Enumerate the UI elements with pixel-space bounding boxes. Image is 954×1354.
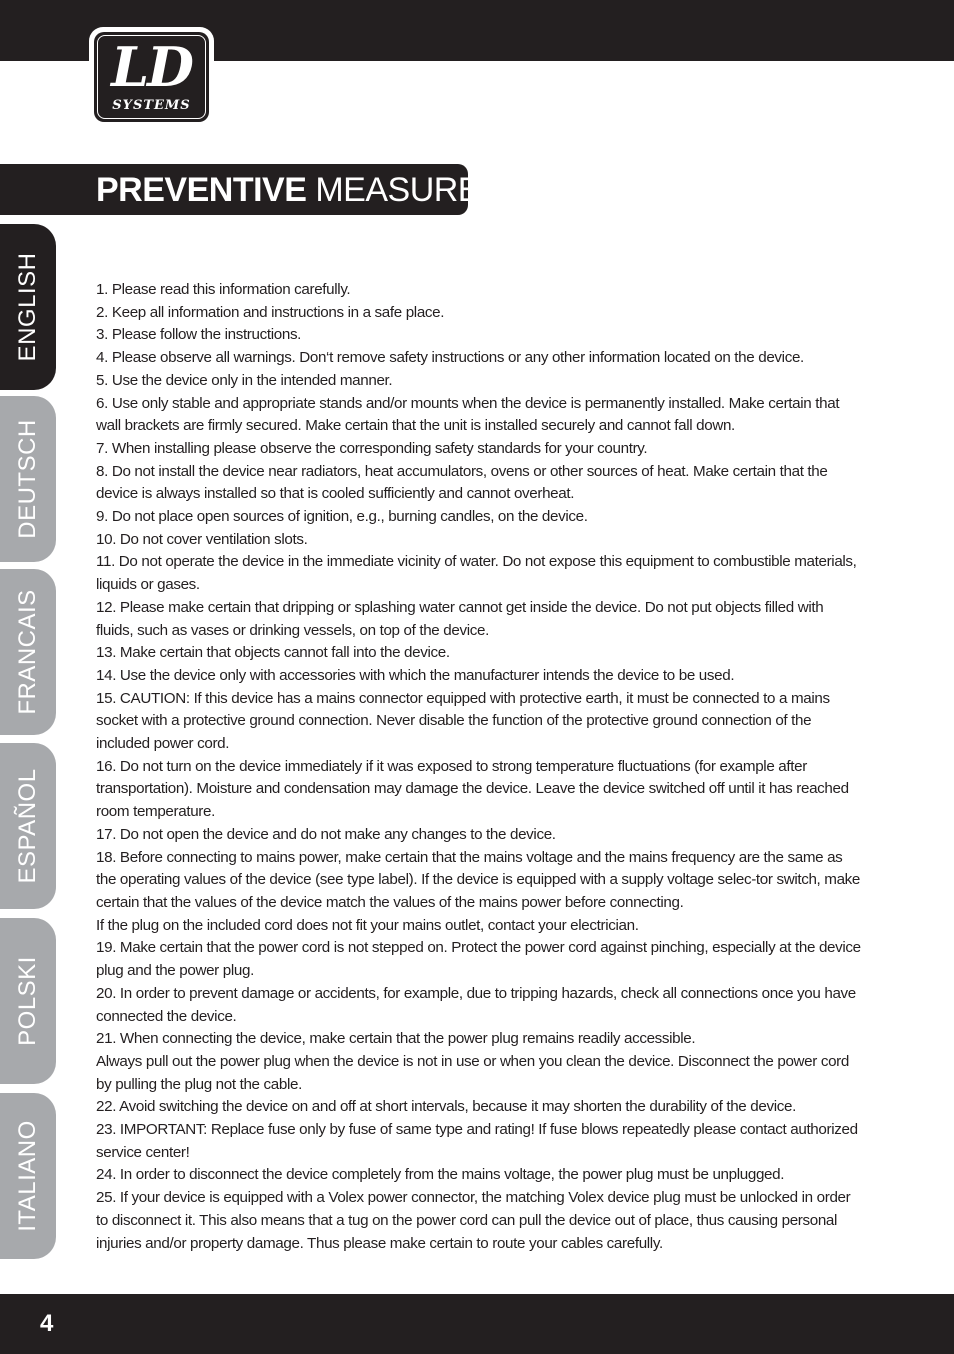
list-item: 11. Do not operate the device in the immediate vicinity of water. Do not expose this equipment to combustible materials, liquids or gases. bbox=[96, 553, 857, 594]
footer-bar bbox=[0, 1294, 954, 1354]
page-title bbox=[96, 169, 511, 211]
list-item: 3. Please follow the instructions. bbox=[96, 326, 302, 344]
list-item: Always pull out the power plug when the device is not in use or when you clean the device. Disconnect the power cord by pulling the plug not the cable. bbox=[96, 1052, 849, 1093]
tab-english[interactable] bbox=[0, 224, 56, 390]
tab-label: ESPAÑOL bbox=[14, 768, 41, 884]
list-item: 12. Please make certain that dripping or splashing water cannot get inside the device. Do not put objects filled with fluids, such as vases or drinking vessels, on top of the device. bbox=[96, 598, 824, 639]
page-number: 4 bbox=[40, 1310, 54, 1337]
list-item: 25. If your device is equipped with a Volex power connector, the matching Volex device plug must be unlocked in order to disconnect it. This also means that a tug on the power cord can pull the device out of place, thus causing personal injuries and/or property damage. Thus please make certain to route your cables carefully. bbox=[96, 1189, 851, 1252]
tab-label: ENGLISH bbox=[14, 252, 41, 362]
tab-label: POLSKI bbox=[14, 956, 41, 1046]
tab-label: FRANCAIS bbox=[14, 589, 41, 715]
list-item: 15. CAUTION: If this device has a mains connector equipped with protective earth, it must be connected to a mains socket with a protective ground connection. Never disable the function of the protective ground connection of the included power cord. bbox=[96, 689, 830, 753]
list-item: 2. Keep all information and instructions in a safe place. bbox=[96, 303, 445, 321]
tab-label: ITALIANO bbox=[14, 1120, 41, 1232]
list-item: 23. IMPORTANT: Replace fuse only by fuse of same type and rating! If fuse blows repeatedly please contact authorized service center! bbox=[96, 1121, 858, 1161]
list-item: 24. In order to disconnect the device completely from the mains voltage, the power plug must be unplugged. bbox=[96, 1166, 785, 1184]
list-item: 22. Avoid switching the device on and off at short intervals, because it may shorten the durability of the device. bbox=[96, 1098, 796, 1116]
list-item: 6. Use only stable and appropriate stands and/or mounts when the device is permanently installed. Make certain that wall brackets are firmly secured. Make certain that the unit is installed securely and cannot fall down. bbox=[96, 394, 840, 435]
list-item: 9. Do not place open sources of ignition, e.g., burning candles, on the device. bbox=[96, 508, 588, 526]
list-item: If the plug on the included cord does not fit your mains outlet, contact your electrician. bbox=[96, 916, 639, 934]
list-item: 5. Use the device only in the intended manner. bbox=[96, 371, 393, 389]
list-item: 17. Do not open the device and do not make any changes to the device. bbox=[96, 825, 556, 843]
list-item: 19. Make certain that the power cord is not stepped on. Protect the power cord against pinching, especially at the device plug and the power plug. bbox=[96, 939, 861, 980]
list-item: 8. Do not install the device near radiators, heat accumulators, ovens or other sources of heat. Make certain that the device is always installed so that is cooled sufficiently and cannot overheat. bbox=[96, 462, 828, 503]
logo-badge bbox=[94, 32, 209, 122]
tab-polski[interactable] bbox=[0, 918, 56, 1084]
tab-italiano[interactable] bbox=[0, 1093, 56, 1259]
list-item: 1. Please read this information carefully. bbox=[96, 281, 351, 298]
page-title-bold: PREVENTIVE bbox=[96, 171, 307, 209]
list-item: 7. When installing please observe the corresponding safety standards for your country. bbox=[96, 439, 648, 457]
tab-espanol[interactable] bbox=[0, 743, 56, 909]
list-item: 18. Before connecting to mains power, make certain that the mains voltage and the mains frequency are the same as the operating values of the device (see type label). If the device is equipped with a supply voltage selec-tor switch, make certain that the values of the device match the values of the mains power before connecting. bbox=[96, 848, 861, 911]
section-title-bar bbox=[0, 164, 512, 215]
list-item: 10. Do not cover ventilation slots. bbox=[96, 530, 308, 548]
logo-mark: LD bbox=[111, 35, 192, 99]
list-item: 4. Please observe all warnings. Don‘t remove safety instructions or any other information located on the device. bbox=[96, 349, 804, 367]
list-item: 16. Do not turn on the device immediately if it was exposed to strong temperature fluctuations (for example after transportation). Moisture and condensation may damage the device. Leave the device switched off until it has reached room temperature. bbox=[96, 757, 849, 821]
list-item: 13. Make certain that objects cannot fall into the device. bbox=[96, 644, 450, 662]
logo-subtitle: SYSTEMS bbox=[112, 98, 191, 113]
tab-deutsch[interactable] bbox=[0, 396, 56, 562]
list-item: 20. In order to prevent damage or accidents, for example, due to tripping hazards, check all connections once you have connected the device. bbox=[96, 984, 856, 1025]
page-title-light: MEASURES: bbox=[306, 171, 512, 209]
instructions-list bbox=[96, 279, 861, 1255]
list-item: 21. When connecting the device, make certain that the power plug remains readily accessible. bbox=[96, 1030, 696, 1048]
tab-label: DEUTSCH bbox=[14, 419, 41, 539]
tab-francais[interactable] bbox=[0, 569, 56, 735]
list-item: 14. Use the device only with accessories with which the manufacturer intends the device to be used. bbox=[96, 666, 735, 684]
ld-systems-logo bbox=[89, 27, 214, 127]
